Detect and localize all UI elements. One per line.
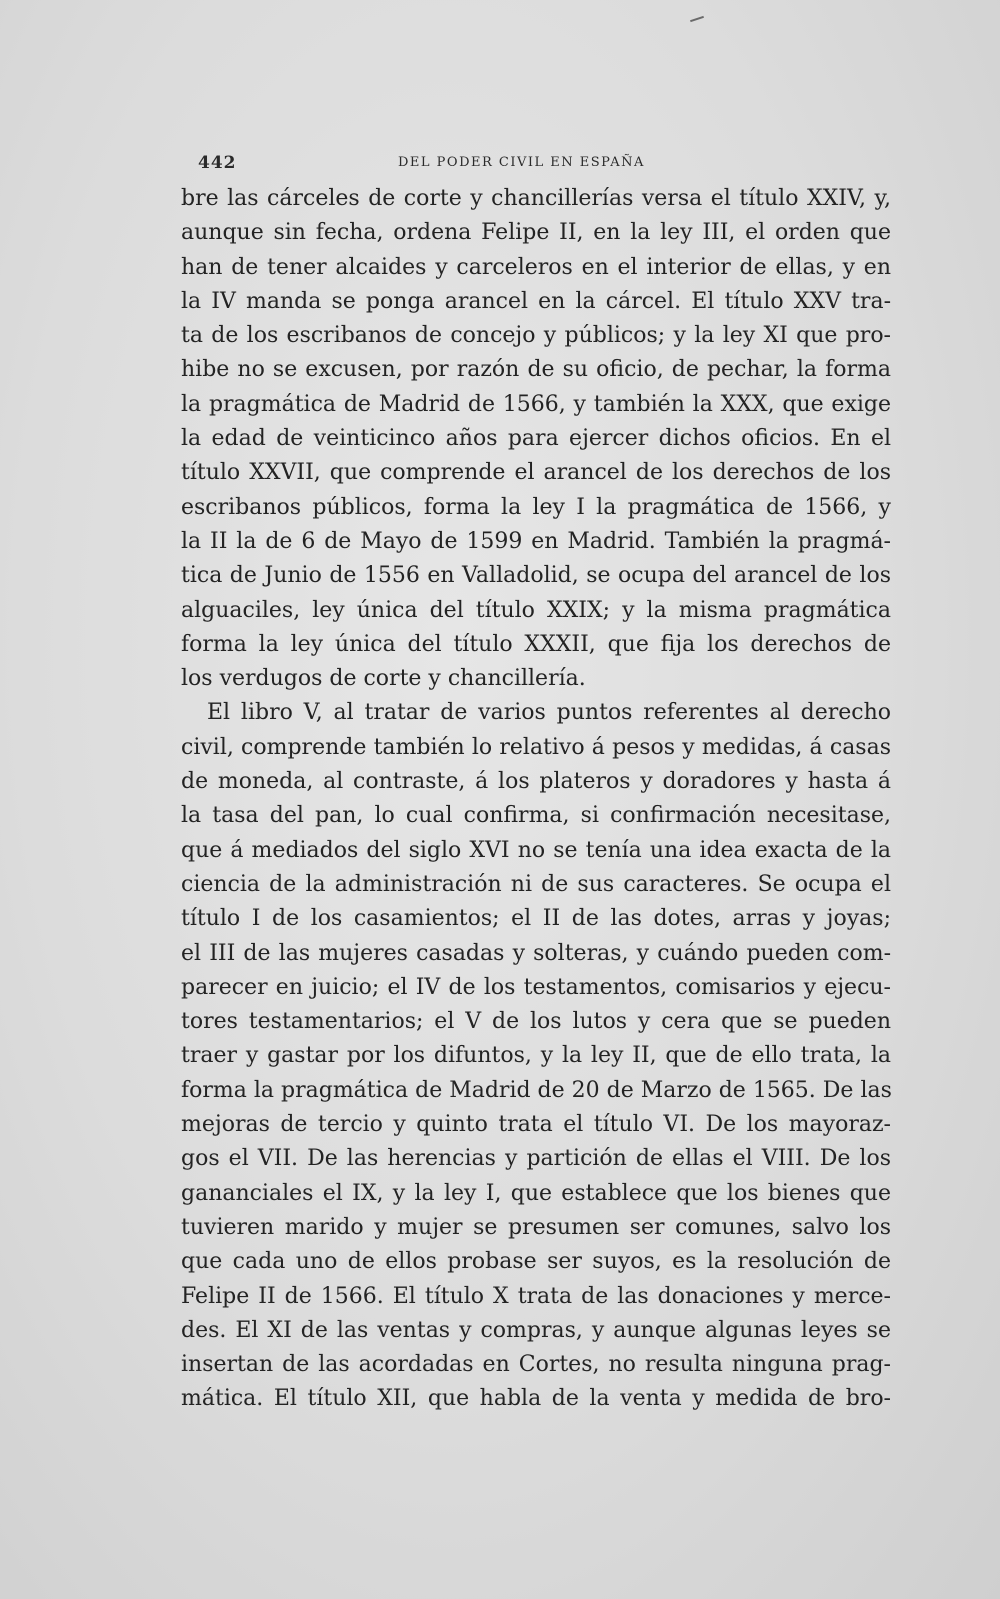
text-line: forma la pragmática de Madrid de 20 de Marzo de 1565. De las [181, 1077, 892, 1103]
text-line: civil, comprende también lo relativo á pesos y medidas, á casas [181, 734, 891, 760]
page-number: 442 [198, 153, 237, 173]
text-line: título I de los casamientos; el II de las dotes, arras y joyas; [181, 906, 891, 932]
text-line: insertan de las acordadas en Cortes, no resulta ninguna prag- [181, 1352, 891, 1378]
text-line: aunque sin fecha, ordena Felipe II, en la ley III, el orden que [181, 220, 891, 246]
text-line: ciencia de la administración ni de sus caracteres. Se ocupa el [181, 871, 891, 897]
text-line: tores testamentarios; el V de los lutos y cera que se pueden [181, 1009, 891, 1035]
text-line: mejoras de tercio y quinto trata el título VI. De los mayoraz- [181, 1112, 891, 1138]
text-line: traer y gastar por los difuntos, y la ley II, que de ello trata, la [181, 1043, 891, 1069]
text-line: mática. El título XII, que habla de la venta y medida de bro- [181, 1386, 891, 1412]
text-line: el III de las mujeres casadas y solteras, y cuándo pueden com- [181, 940, 891, 966]
paragraph-1 [181, 182, 891, 696]
text-line: la IV manda se ponga arancel en la cárcel. El título XXV tra- [181, 288, 891, 314]
text-line: que cada uno de ellos probase ser suyos, es la resolución de [181, 1249, 891, 1275]
text-line: gos el VII. De las herencias y partición de ellas el VIII. De los [181, 1146, 891, 1172]
text-line: la edad de veinticinco años para ejercer dichos oficios. En el [181, 426, 891, 452]
text-line: gananciales el IX, y la ley I, que establece que los bienes que [181, 1180, 891, 1206]
text-line: des. El XI de las ventas y compras, y aunque algunas leyes se [181, 1317, 891, 1343]
text-line: que á mediados del siglo XVI no se tenía una idea exacta de la [181, 837, 891, 863]
text-line: forma la ley única del título XXXII, que fija los derechos de [181, 631, 891, 657]
text-line: escribanos públicos, forma la ley I la pragmática de 1566, y [181, 494, 891, 520]
text-line: El libro V, al tratar de varios puntos referentes al derecho [207, 700, 891, 726]
text-line: parecer en juicio; el IV de los testamentos, comisarios y ejecu- [181, 974, 891, 1000]
text-line: han de tener alcaides y carceleros en el interior de ellas, y en [181, 254, 891, 280]
text-line: alguaciles, ley única del título XXIX; y la misma pragmática [181, 597, 891, 623]
paragraph-2 [181, 696, 891, 1416]
text-line: Felipe II de 1566. El título X trata de las donaciones y merce- [181, 1283, 891, 1309]
text-line: la pragmática de Madrid de 1566, y también la XXX, que exige [181, 391, 891, 417]
running-title: DEL PODER CIVIL EN ESPAÑA [398, 155, 645, 170]
text-line: hibe no se excusen, por razón de su oficio, de pechar, la forma [181, 357, 891, 383]
text-line: tuvieren marido y mujer se presumen ser comunes, salvo los [181, 1214, 891, 1240]
text-line: la II la de 6 de Mayo de 1599 en Madrid. También la pragmá- [181, 528, 891, 554]
text-line: bre las cárceles de corte y chancillerías versa el título XXIV, y, [181, 186, 891, 211]
text-line: la tasa del pan, lo cual confirma, si confirmación necesitase, [181, 803, 891, 829]
running-head [198, 153, 878, 175]
text-line: tica de Junio de 1556 en Valladolid, se ocupa del arancel de los [181, 563, 891, 589]
text-line: los verdugos de corte y chancillería. [181, 666, 586, 692]
text-line: título XXVII, que comprende el arancel de los derechos de los [181, 460, 891, 486]
text-line: ta de los escribanos de concejo y públicos; y la ley XI que pro- [181, 323, 891, 349]
text-line: de moneda, al contraste, á los plateros y doradores y hasta á [181, 769, 891, 795]
ink-mark [690, 16, 704, 22]
body-text [181, 182, 891, 1417]
